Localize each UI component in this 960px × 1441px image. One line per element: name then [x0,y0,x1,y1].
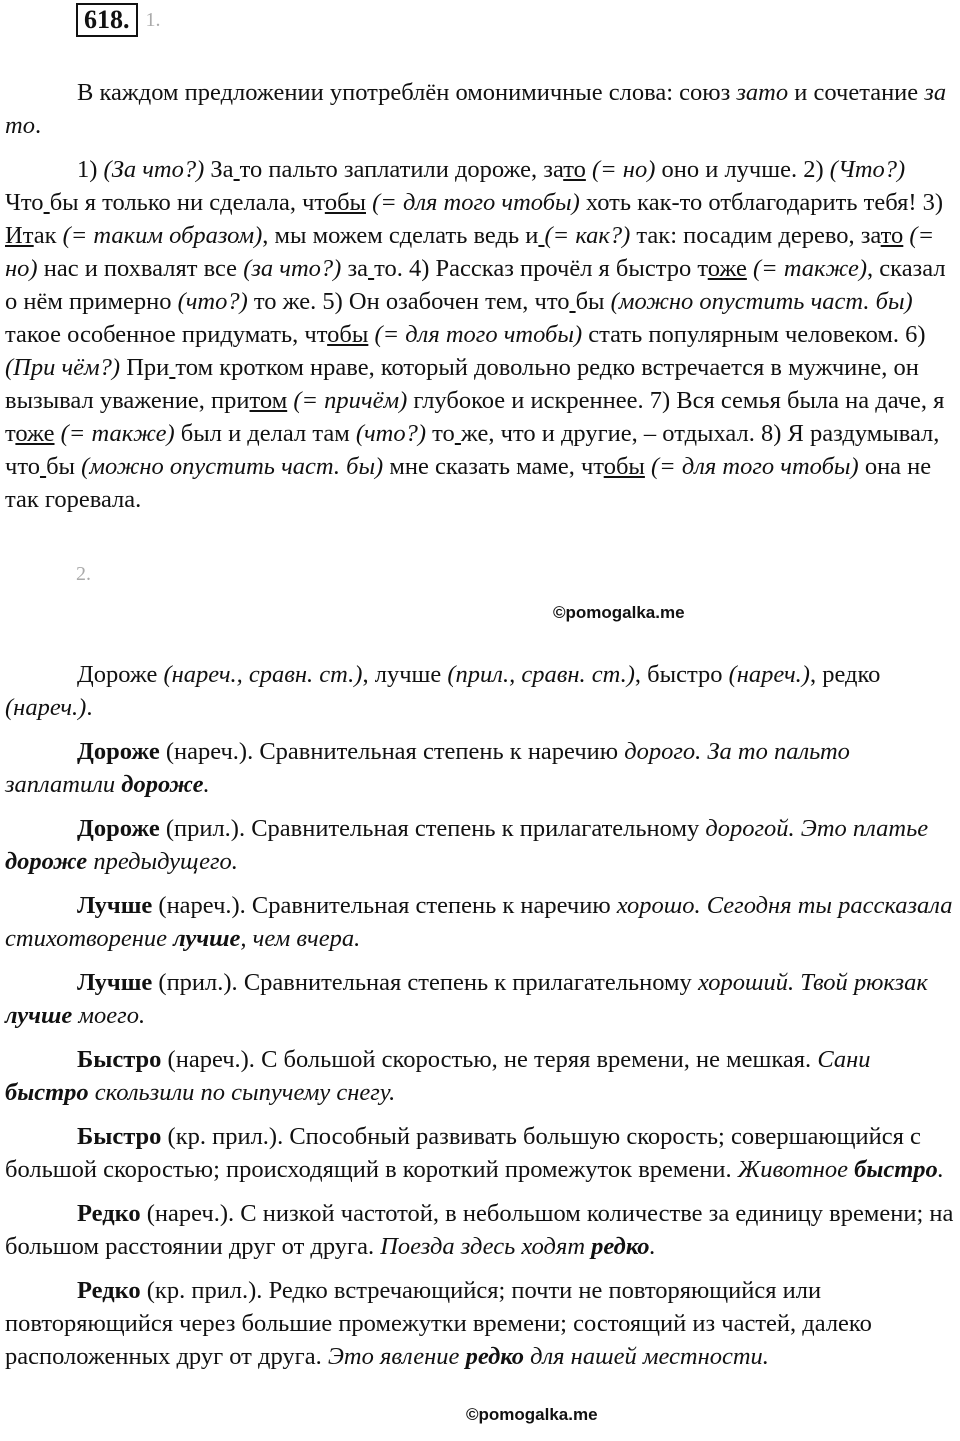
entry-bystro-adv: Быстро (нареч.). С большой скоростью, не теряя времени, не мешкая. Сани быстро скользили по сыпучему снегу. [5,1046,871,1106]
task-2-text [5,658,957,1384]
entry-redko-adj: Редко (кр. прил.). Редко встречающийся; почти не повторяющийся или повторяющийся через большие промежутки времени; состоящий из частей, далеко расположенных друг от друга. Это явление редко для нашей местности. [5,1277,872,1370]
entry-redko-adv: Редко (нареч.). С низкой частотой, в небольшом количестве за единицу времени; на большом расстоянии друг от друга. Поезда здесь ходят редко. [5,1200,954,1260]
intro-paragraph: В каждом предложении употреблён омонимичные слова: союз зато и сочетание за то. [5,79,947,139]
exercise-number: 618. [76,3,138,37]
parts-intro: Дороже (нареч., сравн. ст.), лучше (прил., сравн. ст.), быстро (нареч.), редко (нареч.). [5,661,881,721]
entry-luchshe-adj: Лучше (прил.). Сравнительная степень к прилагательному хороший. Твой рюкзак лучше моего. [5,969,928,1029]
entry-doroje-adj: Дороже (прил.). Сравнительная степень к прилагательному дорогой. Это платье дороже предыдущего. [5,815,929,875]
watermark-top: ©pomogalka.me [553,603,685,622]
entry-doroje-adv: Дороже (нареч.). Сравнительная степень к наречию дорого. За то пальто заплатили дороже. [5,738,850,798]
exercise-header [76,3,161,37]
entry-luchshe-adv: Лучше (нареч.). Сравнительная степень к наречию хорошо. Сегодня ты рассказала стихотворение лучше, чем вчера. [5,892,953,952]
entry-bystro-adj: Быстро (кр. прил.). Способный развивать большую скорость; совершающийся с большой скоростью; происходящий в короткий промежуток времени. Животное быстро. [5,1123,944,1183]
task-1-text [5,76,957,527]
watermark-bottom: ©pomogalka.me [466,1405,598,1424]
sentences-paragraph: 1) (За что?) За то пальто заплатили дороже, зато (= но) оно и лучше. 2) (Что?) Что бы я только ни сделала, чтобы (= для того чтобы) хоть как-то отблагодарить тебя! 3) Итак (= таким образом), мы можем сделать ведь и (= как?) так: посадим дерево, зато (= но) нас и похвалят все (за что?) за то. 4) Рассказ прочёл я быстро тоже (= также), сказал о нём примерно (что?) то же. 5) Он озабочен тем, что бы (можно опустить част. бы) такое особенное придумать, чтобы (= для того чтобы) стать популярным человеком. 6) (При чём?) При том кротком нраве, который довольно редко встречается в мужчине, он вызывал уважение, притом (= причём) глубокое и искреннее. 7) Вся семья была на даче, я тоже (= также) был и делал там (что?) то же, что и другие, – отдыхал. 8) Я раздумывал, что бы (можно опустить част. бы) мне сказать маме, чтобы (= для того чтобы) она не так горевала. [5,156,946,513]
subtask-2-label: 2. [76,563,91,585]
subtask-1-label: 1. [145,8,161,31]
